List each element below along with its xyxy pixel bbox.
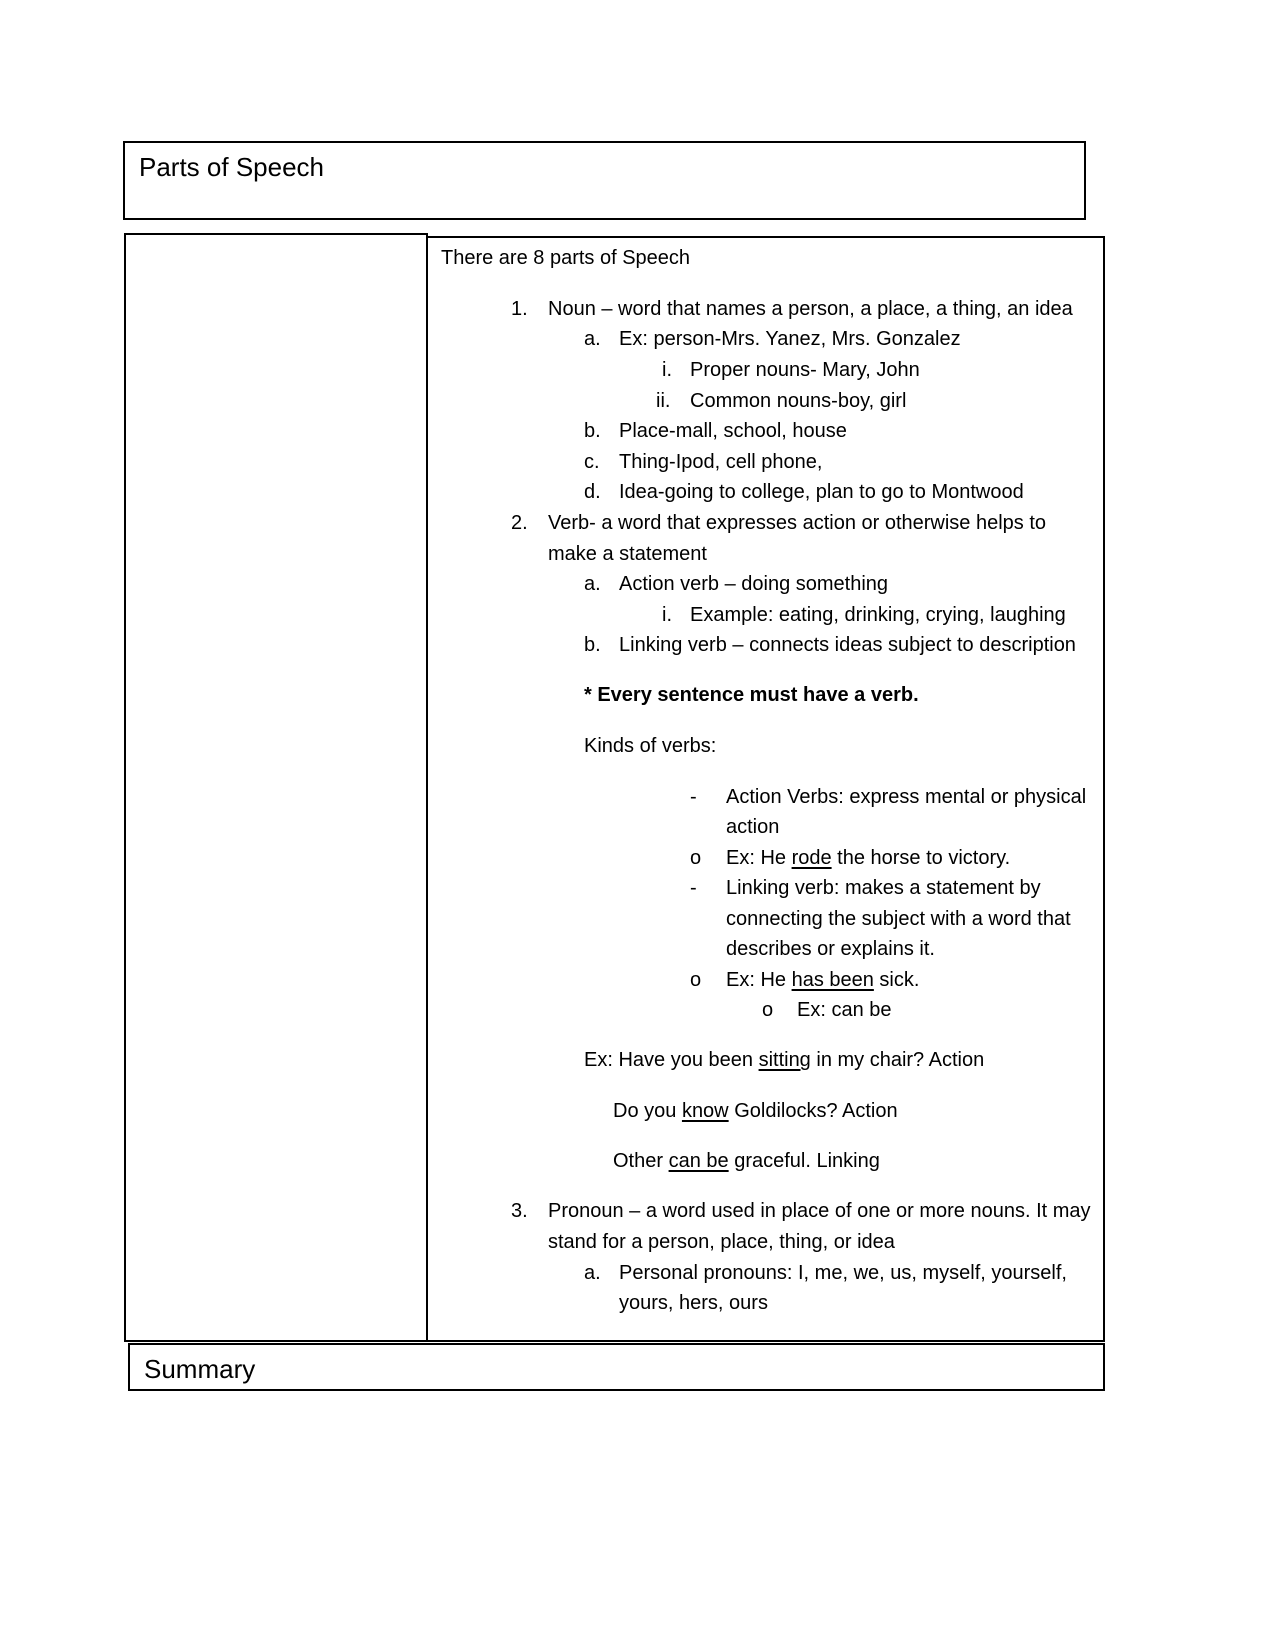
noun-a-i-marker: i. [662,359,672,381]
verb-b-marker: b. [584,634,601,656]
noun-a-text: Ex: person-Mrs. Yanez, Mrs. Gonzalez [619,328,961,350]
circle-bullet: o [762,999,774,1021]
action-verbs-line1: Action Verbs: express mental or physical [726,786,1087,808]
verb-definition-line1: Verb- a word that expresses action or otherwise helps to [548,512,1047,534]
sentence-example-1: Ex: Have you been sitting in my chair? Action [584,1049,985,1071]
verb-b-text: Linking verb – connects ideas subject to description [619,634,1076,656]
noun-definition: Noun – word that names a person, a place, a thing, an idea [548,298,1073,320]
noun-a-ii-marker: ii. [656,390,671,412]
circle-bullet: o [690,969,702,991]
dash-bullet: - [690,786,697,808]
pronoun-a-marker: a. [584,1262,601,1284]
verb-number: 2. [511,512,528,534]
verb-a-i-text: Example: eating, drinking, crying, laughing [690,604,1066,626]
sentence-example-2: Do you know Goldilocks? Action [613,1100,898,1122]
pronoun-number: 3. [511,1200,528,1222]
verb-definition-line2: make a statement [548,543,707,565]
pronoun-a-line2: yours, hers, ours [619,1292,768,1314]
linking-verb-line1: Linking verb: makes a statement by [726,877,1041,899]
pronoun-definition-line1: Pronoun – a word used in place of one or more nouns. It may [548,1200,1091,1222]
noun-a-i-text: Proper nouns- Mary, John [690,359,920,381]
notes-intro: There are 8 parts of Speech [441,247,691,269]
can-be-example: Ex: can be [797,999,892,1021]
noun-d-marker: d. [584,481,601,503]
verb-a-marker: a. [584,573,601,595]
sentence-example-3: Other can be graceful. Linking [613,1150,880,1172]
circle-bullet: o [690,847,702,869]
page-title: Parts of Speech [139,152,324,182]
verb-a-text: Action verb – doing something [619,573,889,595]
pronoun-a-line1: Personal pronouns: I, me, we, us, myself, yourself, [619,1262,1067,1284]
kinds-of-verbs-heading: Kinds of verbs: [584,735,717,757]
linking-example: Ex: He has been sick. [726,969,920,991]
action-verbs-line2: action [726,816,780,838]
verb-a-i-marker: i. [662,604,672,626]
noun-a-ii-text: Common nouns-boy, girl [690,390,907,412]
noun-d-text: Idea-going to college, plan to go to Montwood [619,481,1024,503]
noun-b-text: Place-mall, school, house [619,420,847,442]
noun-c-marker: c. [584,451,600,473]
noun-b-marker: b. [584,420,601,442]
action-example: Ex: He rode the horse to victory. [726,847,1011,869]
linking-verb-line3: describes or explains it. [726,938,935,960]
linking-verb-line2: connecting the subject with a word that [726,908,1071,930]
summary-label: Summary [144,1354,256,1384]
noun-a-marker: a. [584,328,601,350]
noun-number: 1. [511,298,528,320]
noun-c-text: Thing-Ipod, cell phone, [619,451,823,473]
dash-bullet: - [690,877,697,899]
verb-rule: * Every sentence must have a verb. [584,684,919,706]
cue-column [124,233,428,1342]
pronoun-definition-line2: stand for a person, place, thing, or idea [548,1231,895,1253]
summary-box [128,1343,1105,1391]
